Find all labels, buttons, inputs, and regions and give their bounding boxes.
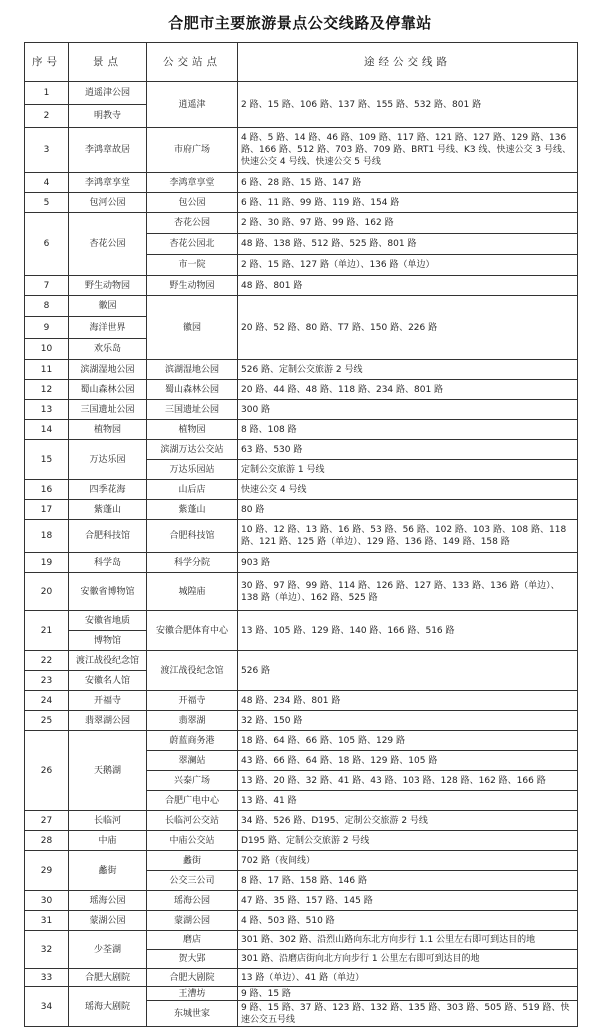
- table-cell: 城隍庙: [147, 573, 238, 611]
- table-row: [25, 480, 578, 500]
- table-cell: 渡江战役纪念馆: [147, 651, 238, 691]
- table-row: [25, 573, 578, 611]
- table-cell: 逍遥津: [147, 82, 238, 128]
- table-cell: 安徽名人馆: [69, 671, 147, 691]
- table-row: [25, 380, 578, 400]
- table-cell: 34: [25, 987, 69, 1027]
- header-bus-stop: 公交站点: [147, 43, 238, 82]
- table-cell: 18 路、64 路、66 路、105 路、129 路: [238, 731, 578, 751]
- table-cell: 23: [25, 671, 69, 691]
- table-cell: D195 路、定制公交旅游 2 号线: [238, 831, 578, 851]
- table-cell: 2: [25, 105, 69, 128]
- table-cell: 滨湖万达公交站: [147, 440, 238, 460]
- table-cell: 31: [25, 911, 69, 931]
- table-cell: 80 路: [238, 500, 578, 520]
- table-cell: 杏花公园: [147, 213, 238, 234]
- table-cell: 杏花公园北: [147, 234, 238, 255]
- table-row: [25, 851, 578, 871]
- table-row: [25, 969, 578, 987]
- table-cell: 526 路: [238, 651, 578, 691]
- table-row: [25, 911, 578, 931]
- table-cell: 中庙公交站: [147, 831, 238, 851]
- table-row: [25, 173, 578, 193]
- table-cell: 20 路、44 路、48 路、118 路、234 路、801 路: [238, 380, 578, 400]
- table-cell: 11: [25, 360, 69, 380]
- table-row: [25, 420, 578, 440]
- table-cell: 海洋世界: [69, 317, 147, 339]
- table-cell: 蜀山森林公园: [69, 380, 147, 400]
- table-cell: 32 路、150 路: [238, 711, 578, 731]
- table-cell: 长临河: [69, 811, 147, 831]
- table-cell: 13 路（单边）、41 路（单边）: [238, 969, 578, 987]
- table-cell: 702 路（夜间线）: [238, 851, 578, 871]
- table-cell: 2 路、15 路、127 路（单边）、136 路（单边）: [238, 255, 578, 276]
- table-cell: 滨湖湿地公园: [147, 360, 238, 380]
- table-cell: 翡翠湖公园: [69, 711, 147, 731]
- table-row: [25, 500, 578, 520]
- table-cell: 合肥广电中心: [147, 791, 238, 811]
- table-cell: 渡江战役纪念馆: [69, 651, 147, 671]
- table-row: [25, 520, 578, 553]
- table-row: [25, 691, 578, 711]
- table-cell: 市府广场: [147, 128, 238, 173]
- table-cell: 逍遥津公园: [69, 82, 147, 105]
- table-cell: 少荃湖: [69, 931, 147, 969]
- table-cell: 李鸿章享堂: [69, 173, 147, 193]
- table-cell: 安徽合肥体育中心: [147, 611, 238, 651]
- table-cell: 33: [25, 969, 69, 987]
- table-cell: 20 路、52 路、80 路、T7 路、150 路、226 路: [238, 296, 578, 360]
- table-cell: 9 路、15 路、37 路、123 路、132 路、135 路、303 路、505 路、519 路、快速公交五号线: [238, 1001, 578, 1027]
- table-row: [25, 440, 578, 460]
- table-cell: 30 路、97 路、99 路、114 路、126 路、127 路、133 路、136 路（单边）、138 路（单边）、162 路、525 路: [238, 573, 578, 611]
- table-cell: 5: [25, 193, 69, 213]
- table-cell: 4: [25, 173, 69, 193]
- table-cell: 30: [25, 891, 69, 911]
- table-cell: 开福寺: [147, 691, 238, 711]
- table-cell: 瑶海公园: [69, 891, 147, 911]
- table-cell: 蒙湖公园: [147, 911, 238, 931]
- table-cell: 快速公交 4 号线: [238, 480, 578, 500]
- table-cell: 翠澜站: [147, 751, 238, 771]
- table-cell: 301 路、302 路、沿烈山路向东北方向步行 1.1 公里左右即可到达目的地: [238, 931, 578, 950]
- table-cell: 48 路、801 路: [238, 276, 578, 296]
- table-row: [25, 931, 578, 950]
- table-cell: 12: [25, 380, 69, 400]
- table-header-row: [25, 43, 578, 82]
- header-index: 序号: [25, 43, 69, 82]
- header-bus-routes: 途经公交线路: [238, 43, 578, 82]
- table-cell: 19: [25, 553, 69, 573]
- table-cell: 三国遗址公园: [147, 400, 238, 420]
- table-cell: 14: [25, 420, 69, 440]
- table-cell: 32: [25, 931, 69, 969]
- table-body: [25, 82, 578, 1027]
- table-cell: 13 路、41 路: [238, 791, 578, 811]
- table-cell: 2 路、30 路、97 路、99 路、162 路: [238, 213, 578, 234]
- table-cell: 紫蓬山: [69, 500, 147, 520]
- table-cell: 1: [25, 82, 69, 105]
- table-row: [25, 811, 578, 831]
- table-cell: 欢乐岛: [69, 339, 147, 360]
- table-cell: 公交三公司: [147, 871, 238, 891]
- table-cell: 合肥科技馆: [147, 520, 238, 553]
- table-cell: 植物园: [69, 420, 147, 440]
- table-cell: 16: [25, 480, 69, 500]
- table-cell: 21: [25, 611, 69, 651]
- table-cell: 47 路、35 路、157 路、145 路: [238, 891, 578, 911]
- table-cell: 安徽省博物馆: [69, 573, 147, 611]
- table-cell: 9: [25, 317, 69, 339]
- table-row: [25, 276, 578, 296]
- table-cell: 63 路、530 路: [238, 440, 578, 460]
- table-cell: 8 路、108 路: [238, 420, 578, 440]
- table-cell: 开福寺: [69, 691, 147, 711]
- table-cell: 野生动物园: [147, 276, 238, 296]
- table-cell: 磨店: [147, 931, 238, 950]
- table-cell: 3: [25, 128, 69, 173]
- table-row: [25, 831, 578, 851]
- table-cell: 中庙: [69, 831, 147, 851]
- table-cell: 野生动物园: [69, 276, 147, 296]
- document-title: 合肥市主要旅游景点公交线路及停靠站: [168, 14, 432, 32]
- table-cell: 植物园: [147, 420, 238, 440]
- table-cell: 29: [25, 851, 69, 891]
- table-cell: 13 路、20 路、32 路、41 路、43 路、103 路、128 路、162 路、166 路: [238, 771, 578, 791]
- table-cell: 王漕坊: [147, 987, 238, 1001]
- table-cell: 紫蓬山: [147, 500, 238, 520]
- table-cell: 43 路、66 路、64 路、18 路、129 路、105 路: [238, 751, 578, 771]
- table-cell: 6: [25, 213, 69, 276]
- table-row: [25, 296, 578, 317]
- header-attraction: 景点: [69, 43, 147, 82]
- table-cell: 兴泰广场: [147, 771, 238, 791]
- table-cell: 10 路、12 路、13 路、16 路、53 路、56 路、102 路、103 路、108 路、118 路、121 路、125 路（单边）、129 路、136 路、149 路、158 路: [238, 520, 578, 553]
- table-cell: 万达乐园站: [147, 460, 238, 480]
- table-row: [25, 711, 578, 731]
- table-cell: 科学岛: [69, 553, 147, 573]
- table-cell: 徽园: [147, 296, 238, 360]
- table-cell: 包公园: [147, 193, 238, 213]
- table-cell: 山后店: [147, 480, 238, 500]
- table-cell: 瑶海大剧院: [69, 987, 147, 1027]
- table-cell: 25: [25, 711, 69, 731]
- table-cell: 李鸿章享堂: [147, 173, 238, 193]
- table-cell: 13 路、105 路、129 路、140 路、166 路、516 路: [238, 611, 578, 651]
- table-cell: 蒙湖公园: [69, 911, 147, 931]
- table-cell: 34 路、526 路、D195、定制公交旅游 2 号线: [238, 811, 578, 831]
- table-row: [25, 128, 578, 173]
- table-cell: 300 路: [238, 400, 578, 420]
- table-cell: 27: [25, 811, 69, 831]
- table-cell: 李鸿章故居: [69, 128, 147, 173]
- table-cell: 万达乐园: [69, 440, 147, 480]
- table-cell: 蜀山森林公园: [147, 380, 238, 400]
- table-cell: 15: [25, 440, 69, 480]
- table-cell: 天鹅湖: [69, 731, 147, 811]
- table-cell: 三国遗址公园: [69, 400, 147, 420]
- table-cell: 22: [25, 651, 69, 671]
- table-row: [25, 193, 578, 213]
- table-cell: 7: [25, 276, 69, 296]
- table-cell: 徽园: [69, 296, 147, 317]
- table-cell: 6 路、11 路、99 路、119 路、154 路: [238, 193, 578, 213]
- table-cell: 安徽省地质: [69, 611, 147, 631]
- table-cell: 定制公交旅游 1 号线: [238, 460, 578, 480]
- table-cell: 18: [25, 520, 69, 553]
- table-row: [25, 611, 578, 631]
- table-cell: 24: [25, 691, 69, 711]
- table-cell: 4 路、5 路、14 路、46 路、109 路、117 路、121 路、127 路、129 路、136 路、166 路、512 路、703 路、709 路、BRT1 号线、K3 线、快速公交 3 号线、快速公交 4 号线、快速公交 5 号线: [238, 128, 578, 173]
- table-cell: 9 路、15 路: [238, 987, 578, 1001]
- table-cell: 8: [25, 296, 69, 317]
- table-cell: 10: [25, 339, 69, 360]
- table-cell: 贺大郢: [147, 950, 238, 969]
- table-cell: 28: [25, 831, 69, 851]
- table-cell: 4 路、503 路、510 路: [238, 911, 578, 931]
- table-cell: 科学分院: [147, 553, 238, 573]
- table-cell: 蠡街: [147, 851, 238, 871]
- table-row: [25, 553, 578, 573]
- table-cell: 滨湖湿地公园: [69, 360, 147, 380]
- table-cell: 蔚蓝商务港: [147, 731, 238, 751]
- table-row: [25, 731, 578, 751]
- table-cell: 2 路、15 路、106 路、137 路、155 路、532 路、801 路: [238, 82, 578, 128]
- table-cell: 48 路、234 路、801 路: [238, 691, 578, 711]
- table-cell: 合肥大剧院: [147, 969, 238, 987]
- table-cell: 明教寺: [69, 105, 147, 128]
- table-cell: 博物馆: [69, 631, 147, 651]
- table-cell: 48 路、138 路、512 路、525 路、801 路: [238, 234, 578, 255]
- table-cell: 26: [25, 731, 69, 811]
- table-row: [25, 213, 578, 234]
- table-cell: 合肥大剧院: [69, 969, 147, 987]
- table-cell: 长临河公交站: [147, 811, 238, 831]
- table-cell: 瑶海公园: [147, 891, 238, 911]
- table-row: [25, 400, 578, 420]
- table-cell: 20: [25, 573, 69, 611]
- table-cell: 17: [25, 500, 69, 520]
- table-row: [25, 891, 578, 911]
- bus-routes-table: [24, 42, 578, 1027]
- table-cell: 合肥科技馆: [69, 520, 147, 553]
- table-row: [25, 360, 578, 380]
- table-cell: 8 路、17 路、158 路、146 路: [238, 871, 578, 891]
- table-cell: 市一院: [147, 255, 238, 276]
- table-cell: 蠡街: [69, 851, 147, 891]
- table-cell: 13: [25, 400, 69, 420]
- table-row: [25, 651, 578, 671]
- table-cell: 526 路、定制公交旅游 2 号线: [238, 360, 578, 380]
- table-cell: 四季花海: [69, 480, 147, 500]
- table-cell: 杏花公园: [69, 213, 147, 276]
- table-cell: 6 路、28 路、15 路、147 路: [238, 173, 578, 193]
- table-cell: 包河公园: [69, 193, 147, 213]
- table-cell: 903 路: [238, 553, 578, 573]
- table-row: [25, 82, 578, 105]
- table-cell: 东城世家: [147, 1001, 238, 1027]
- table-cell: 翡翠湖: [147, 711, 238, 731]
- table-cell: 301 路、沿磨店街向北方向步行 1 公里左右即可到达目的地: [238, 950, 578, 969]
- table-row: [25, 987, 578, 1001]
